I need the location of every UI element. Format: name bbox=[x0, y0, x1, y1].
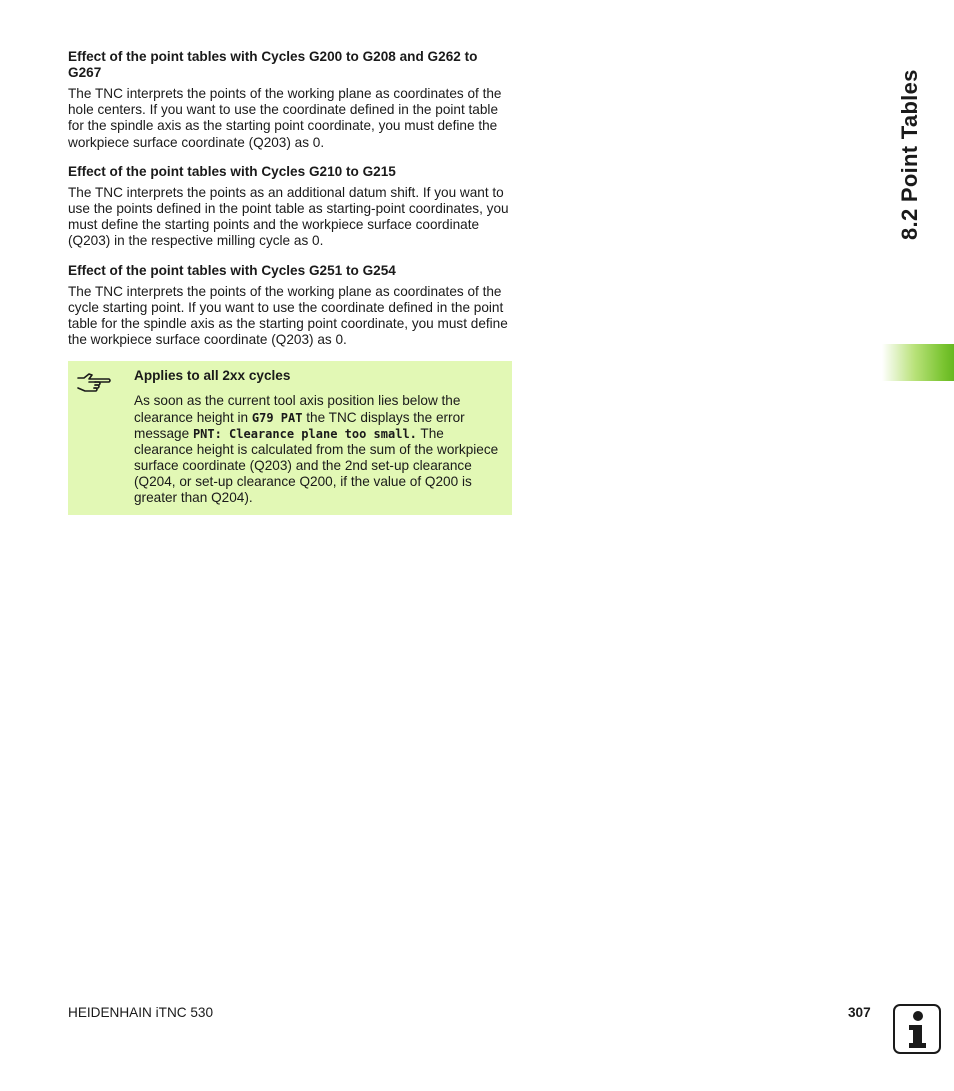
section-body-g210-g215: The TNC interprets the points as an additional datum shift. If you want to use the points defined in the point table as starting-point coordinates, you must define the starting points and the workpiece surface coordinate (Q203) in the respective milling cycle as 0. bbox=[68, 184, 509, 249]
info-glyph-icon bbox=[895, 1006, 939, 1052]
section-heading-g251-g254: Effect of the point tables with Cycles G251 to G254 bbox=[68, 262, 396, 278]
page-number: 307 bbox=[848, 1005, 871, 1020]
main-content bbox=[68, 49, 512, 515]
note-text bbox=[134, 393, 500, 506]
note-text-part: the TNC displays the error message bbox=[134, 409, 465, 441]
pointing-hand-icon bbox=[76, 369, 112, 395]
chapter-tab-marker bbox=[882, 344, 954, 381]
note-box bbox=[68, 361, 512, 515]
section-body-g251-g254: The TNC interprets the points of the working plane as coordinates of the cycle starting point. If you want to use the coordinate defined in the point table for the spindle axis as the starting point coordinate, you must define the workpiece surface coordinate (Q203) as 0. bbox=[68, 283, 508, 348]
note-heading: Applies to all 2xx cycles bbox=[134, 368, 291, 384]
note-text-part: As soon as the current tool axis position lies below the clearance height in bbox=[134, 393, 461, 425]
note-text-part: The clearance height is calculated from the sum of the workpiece surface coordinate (Q203) and the 2nd set-up clearance (Q204, or set-up clearance Q200, if the value of Q200 is greater than Q204). bbox=[134, 425, 499, 505]
section-body-g200-g208: The TNC interprets the points of the working plane as coordinates of the hole centers. If you want to use the coordinate defined in the point table for the spindle axis as the starting point coordinate, you must define the workpiece surface coordinate (Q203) as 0. bbox=[68, 86, 502, 150]
note-code-cycle-call: G79 PAT bbox=[251, 410, 303, 425]
footer-product-name: HEIDENHAIN iTNC 530 bbox=[68, 1005, 214, 1020]
section-heading-g210-g215: Effect of the point tables with Cycles G210 to G215 bbox=[68, 163, 396, 179]
section-heading-g200-g208: Effect of the point tables with Cycles G200 to G208 and G262 to G267 bbox=[68, 49, 478, 80]
info-icon bbox=[893, 1004, 941, 1054]
note-code-error-message: PNT: Clearance plane too small. bbox=[192, 426, 417, 441]
chapter-side-title: 8.2 Point Tables bbox=[897, 69, 922, 240]
